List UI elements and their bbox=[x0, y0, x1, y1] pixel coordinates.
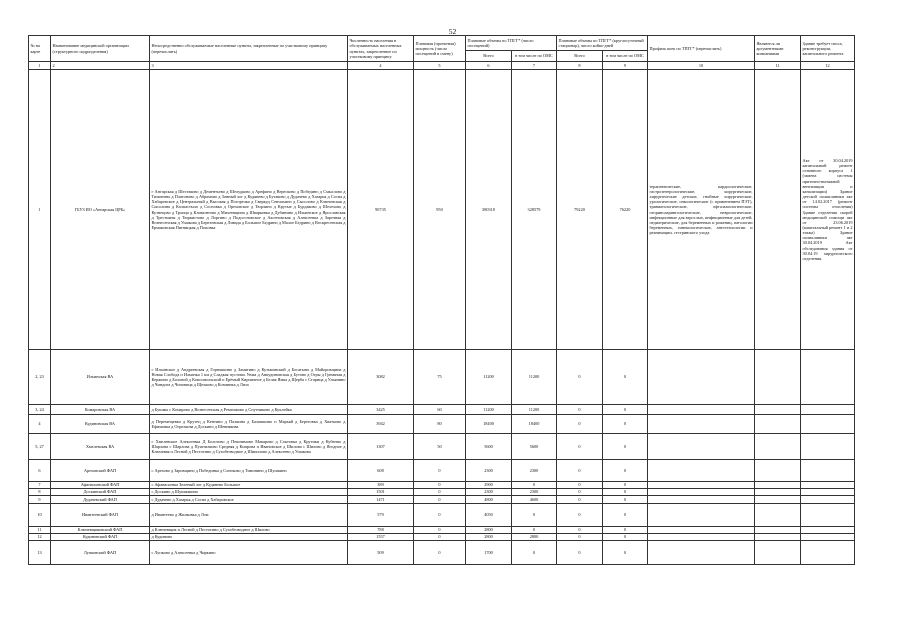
organization-cell: Афанасьевский ФАП bbox=[51, 482, 150, 489]
header-organization: Наименование медицинской организации (структурного подразделения) bbox=[51, 36, 150, 62]
population-cell: 1501 bbox=[348, 489, 414, 496]
column-number: 5 bbox=[414, 62, 466, 70]
bed-profiles-cell bbox=[648, 527, 755, 534]
bed-profiles-cell bbox=[648, 504, 755, 527]
building-state-cell bbox=[801, 527, 855, 534]
header-visits-oms: в том числе по ОМС bbox=[512, 51, 557, 62]
map-number-cell: 3, 24 bbox=[29, 405, 51, 415]
beds-total-cell: 0 bbox=[557, 405, 603, 415]
organization-cell: Ивантеевский ФАП bbox=[51, 504, 150, 527]
building-state-cell bbox=[801, 405, 855, 415]
settlements-cell: д Ивантеево д Жилковка д Лом bbox=[150, 504, 348, 527]
visits-oms-cell: 18400 bbox=[512, 415, 557, 434]
settlements-cell: с Ильинское д Андреевская д Горюшкино д Замятино д Кузьминский д Богатыно д Майоровщина д Новая Слобода п Ильинка 1 км д Сладкая пустошь Унжа д Анкудиновская д Бутово д Огры д Гремячая д Кержино д Боловой д Комсомольский п Ерёмый Кирпичное д Белая Ямка д Щерба с Старица д Ульянино д Чиндига д Чичовица д Щелково д Козминка д Лиза bbox=[150, 350, 348, 405]
beds-oms-cell: 0 bbox=[603, 527, 648, 534]
organization-cell: Дудачевский ФАП bbox=[51, 496, 150, 504]
map-number-cell: 6 bbox=[29, 460, 51, 482]
beds-oms-cell: 0 bbox=[603, 350, 648, 405]
header-beds-oms: в том числе по ОМС bbox=[603, 51, 648, 62]
settlements-cell: с Хмелевское Алексеевка Д Болотово д Пешнимово Макарово д Соктовка д Крутики д Кубенно д Шарлова с Шарлова д Пуштилково Средняя д Кипрова п Ивановское д Шилова с Шилово д Ягодное д Ключевая п Лесной д Пестотино д Сухобезводное д Шипилово д Алексеево д Ушакова bbox=[150, 434, 348, 460]
table-row bbox=[29, 415, 855, 434]
capacity-cell: 60 bbox=[414, 405, 466, 415]
settlements-cell: д Перемещевка д Крутец д Кентино д Палкина д Балашкино п Марьяй д Береговка д Хватково д Ефимовка д Огрелкова д Доскино д Шевнякова bbox=[150, 415, 348, 434]
settlements-cell: с Лупково д Алексеевка д Чиркино bbox=[150, 541, 348, 565]
argument-cell bbox=[755, 460, 801, 482]
population-cell: 3942 bbox=[348, 415, 414, 434]
bed-profiles-cell bbox=[648, 541, 755, 565]
population-cell: 1307 bbox=[348, 434, 414, 460]
organization-cell: Ильинская ВА bbox=[51, 350, 150, 405]
building-state-cell bbox=[801, 350, 855, 405]
argument-cell bbox=[755, 541, 801, 565]
bed-profiles-cell bbox=[648, 482, 755, 489]
table-row bbox=[29, 489, 855, 496]
visits-total-cell: 18400 bbox=[466, 415, 512, 434]
argument-cell bbox=[755, 527, 801, 534]
population-cell: 90735 bbox=[348, 70, 414, 350]
settlements-cell: г Ангарская д Шестаково д Дементьево д Шелудково д Арефино д Вересково д Победино д Смыслово д Тимонино д Платоново д Абрамово д Зонный лог д Кудянево д Бутаково д Дудачево д Хазарья д Сосна д Хабаровское д Центральный д Высокая д Погорелка д Сверкуд Сенчихино д Сысолово д Ключевская д Сысолина д Колпастыло д Сосновка д Ореховское д Тюрлино д Крутые д Бурдаково д Шелехово д Кузнецово д Троица д Климонтово д Михеевщина д Шварковка д Дубинино д Ильинское д Ярославская д Трестьяны д Тюркистово д Лоргино д Подсосновское д Аксеновская д Алексеевка д Заречная д Вознесенская д Ушакова д Березовская д Ливада д Большое Бедрино д Малое Бедрино д Воскресенская д Ермаковская Пятницкая д Поповка bbox=[150, 70, 348, 350]
visits-total-cell: 2300 bbox=[466, 489, 512, 496]
beds-oms-cell: 0 bbox=[603, 434, 648, 460]
table-row bbox=[29, 350, 855, 405]
argument-cell bbox=[755, 70, 801, 350]
visits-oms-cell: 0 bbox=[512, 504, 557, 527]
header-building-state: Здание требует сноса, реконструкции, капитального ремонта bbox=[801, 36, 855, 62]
visits-oms-cell: 2300 bbox=[512, 489, 557, 496]
capacity-cell: 0 bbox=[414, 496, 466, 504]
building-state-cell bbox=[801, 482, 855, 489]
argument-cell bbox=[755, 534, 801, 541]
table-row bbox=[29, 496, 855, 504]
table-row bbox=[29, 405, 855, 415]
header-hospital-volumes: Плановые объемы по ТПГГ* (круглосуточный стационар), число койко-дней bbox=[557, 36, 648, 51]
page-number: 52 bbox=[448, 27, 457, 36]
column-number: 9 bbox=[603, 62, 648, 70]
visits-total-cell: 2900 bbox=[466, 482, 512, 489]
map-number-cell: 4 bbox=[29, 415, 51, 434]
table-row bbox=[29, 534, 855, 541]
visits-oms-cell: 11200 bbox=[512, 350, 557, 405]
column-number: 7 bbox=[512, 62, 557, 70]
table-row bbox=[29, 70, 855, 350]
building-state-cell bbox=[801, 496, 855, 504]
settlements-cell: с Арехово д Заровщино д Побединка д Слепково д Тимонино д Шушкино bbox=[150, 460, 348, 482]
visits-oms-cell: 0 bbox=[512, 541, 557, 565]
column-number: 2 bbox=[51, 62, 150, 70]
beds-total-cell: 0 bbox=[557, 460, 603, 482]
organization-cell: Ключевщиковский ФАП bbox=[51, 527, 150, 534]
argument-cell bbox=[755, 434, 801, 460]
header-visits-total: Всего bbox=[466, 51, 512, 62]
beds-total-cell: 0 bbox=[557, 350, 603, 405]
visits-total-cell: 11200 bbox=[466, 405, 512, 415]
beds-total-cell: 0 bbox=[557, 482, 603, 489]
bed-profiles-cell bbox=[648, 350, 755, 405]
argument-cell bbox=[755, 496, 801, 504]
argument-cell bbox=[755, 415, 801, 434]
header-ambulatory-volumes: Плановые объемы по ТПГГ* (число посещений) bbox=[466, 36, 557, 51]
beds-oms-cell: 0 bbox=[603, 482, 648, 489]
bed-profiles-cell bbox=[648, 534, 755, 541]
settlements-cell: д Бушмы с Комарово д Вознесенская д Ремешково д Спутниково д Куклейка bbox=[150, 405, 348, 415]
map-number-cell: 7 bbox=[29, 482, 51, 489]
header-settlements: Непосредственно обслуживаемые населенные пункты, закрепленные по участковому принципу (перечислить) bbox=[150, 36, 348, 62]
table-body bbox=[29, 70, 855, 565]
map-number-cell: 1 bbox=[29, 70, 51, 350]
organization-cell: ГБУЗ ИО «Ангарская ЦРБ» bbox=[51, 70, 150, 350]
beds-total-cell: 0 bbox=[557, 541, 603, 565]
beds-total-cell: 0 bbox=[557, 496, 603, 504]
table-row bbox=[29, 482, 855, 489]
visits-oms-cell: 5600 bbox=[512, 434, 557, 460]
organization-cell: Кудиновский ФАП bbox=[51, 534, 150, 541]
building-state-cell bbox=[801, 504, 855, 527]
column-numbers-row bbox=[29, 62, 855, 70]
header-bed-profiles: Профиль коек по ТПГГ* (перечислить) bbox=[648, 36, 755, 62]
visits-oms-cell: 4600 bbox=[512, 496, 557, 504]
argument-cell bbox=[755, 489, 801, 496]
population-cell: 788 bbox=[348, 527, 414, 534]
bed-profiles-cell bbox=[648, 415, 755, 434]
beds-total-cell: 0 bbox=[557, 489, 603, 496]
bed-profiles-cell bbox=[648, 405, 755, 415]
column-number: 10 bbox=[648, 62, 755, 70]
visits-oms-cell: 2800 bbox=[512, 534, 557, 541]
visits-oms-cell: 0 bbox=[512, 527, 557, 534]
column-number: 3 bbox=[150, 62, 348, 70]
organization-cell: Ареховский ФАП bbox=[51, 460, 150, 482]
beds-total-cell: 0 bbox=[557, 504, 603, 527]
visits-total-cell: 11200 bbox=[466, 350, 512, 405]
header-beds-total: Всего bbox=[557, 51, 603, 62]
table-row bbox=[29, 541, 855, 565]
beds-oms-cell: 0 bbox=[603, 504, 648, 527]
settlements-cell: д Кудиново bbox=[150, 534, 348, 541]
table-row bbox=[29, 527, 855, 534]
organization-cell: Кудиновская ВА bbox=[51, 415, 150, 434]
visits-total-cell: 5600 bbox=[466, 434, 512, 460]
beds-oms-cell: 0 bbox=[603, 460, 648, 482]
bed-profiles-cell bbox=[648, 434, 755, 460]
column-number: 1 bbox=[29, 62, 51, 70]
beds-total-cell: 0 bbox=[557, 415, 603, 434]
population-cell: 1471 bbox=[348, 496, 414, 504]
capacity-cell: 950 bbox=[414, 70, 466, 350]
building-state-cell bbox=[801, 541, 855, 565]
capacity-cell: 0 bbox=[414, 504, 466, 527]
settlements-cell: с Афанасьевка Зеленый лог д Кудянево Большое bbox=[150, 482, 348, 489]
argument-cell bbox=[755, 350, 801, 405]
bed-profiles-cell bbox=[648, 460, 755, 482]
beds-total-cell: 79220 bbox=[557, 70, 603, 350]
bed-profiles-cell: терапевтические, кардиологические, гастроэнтерологические, хирургические, хирургические детские, гнойные хирургические, урологические, онкологические (с применением ПЭТ), травматологические, офтальмологические, оториноларингологические, неврологические, инфекционные для взрослых, инфекционные для детей, педиатрические, для беременных и рожениц, патологии беременных, гинекологические, анестезиологии и реанимации, сестринского ухода bbox=[648, 70, 755, 350]
capacity-cell: 0 bbox=[414, 534, 466, 541]
column-number: 12 bbox=[801, 62, 855, 70]
population-cell: 3082 bbox=[348, 350, 414, 405]
organization-cell: Хмелевская ВА bbox=[51, 434, 150, 460]
population-cell: 389 bbox=[348, 482, 414, 489]
map-number-cell: 12 bbox=[29, 534, 51, 541]
bed-profiles-cell bbox=[648, 496, 755, 504]
capacity-cell: 0 bbox=[414, 527, 466, 534]
visits-total-cell: 380318 bbox=[466, 70, 512, 350]
beds-oms-cell: 0 bbox=[603, 496, 648, 504]
population-cell: 579 bbox=[348, 504, 414, 527]
beds-total-cell: 0 bbox=[557, 527, 603, 534]
visits-total-cell: 2800 bbox=[466, 527, 512, 534]
map-number-cell: 10 bbox=[29, 504, 51, 527]
argument-cell bbox=[755, 482, 801, 489]
bed-profiles-cell bbox=[648, 489, 755, 496]
table-header bbox=[29, 36, 855, 70]
visits-oms-cell: 328579 bbox=[512, 70, 557, 350]
facilities-table bbox=[28, 35, 855, 565]
beds-oms-cell: 0 bbox=[603, 489, 648, 496]
population-cell: 1557 bbox=[348, 534, 414, 541]
header-map-number: № на карте bbox=[29, 36, 51, 62]
capacity-cell: 50 bbox=[414, 434, 466, 460]
settlements-cell: д Ключевщик п Лесной д Пестотино д Сухобезводное д Шилово bbox=[150, 527, 348, 534]
capacity-cell: 0 bbox=[414, 482, 466, 489]
header-capacity: Плановая (проектная) мощность (число посещений в смену) bbox=[414, 36, 466, 62]
beds-oms-cell: 0 bbox=[603, 534, 648, 541]
table-row bbox=[29, 434, 855, 460]
organization-cell: Доскинский ФАП bbox=[51, 489, 150, 496]
building-state-cell bbox=[801, 415, 855, 434]
beds-oms-cell: 0 bbox=[603, 405, 648, 415]
building-state-cell bbox=[801, 460, 855, 482]
table-row bbox=[29, 504, 855, 527]
map-number-cell: 11 bbox=[29, 527, 51, 534]
table-row bbox=[29, 460, 855, 482]
visits-total-cell: 4050 bbox=[466, 504, 512, 527]
beds-oms-cell: 76220 bbox=[603, 70, 648, 350]
capacity-cell: 0 bbox=[414, 541, 466, 565]
visits-oms-cell: 2300 bbox=[512, 460, 557, 482]
capacity-cell: 0 bbox=[414, 489, 466, 496]
population-cell: 608 bbox=[348, 460, 414, 482]
map-number-cell: 5, 27 bbox=[29, 434, 51, 460]
beds-oms-cell: 0 bbox=[603, 541, 648, 565]
map-number-cell: 13 bbox=[29, 541, 51, 565]
map-number-cell: 2, 23 bbox=[29, 350, 51, 405]
visits-total-cell: 2300 bbox=[466, 460, 512, 482]
capacity-cell: 75 bbox=[414, 350, 466, 405]
visits-total-cell: 1700 bbox=[466, 541, 512, 565]
organization-cell: Лупковский ФАП bbox=[51, 541, 150, 565]
building-state-cell bbox=[801, 534, 855, 541]
building-state-cell bbox=[801, 489, 855, 496]
settlements-cell: с Доскино д Шушмакино bbox=[150, 489, 348, 496]
visits-total-cell: 2800 bbox=[466, 534, 512, 541]
header-population: Численность населения в обслуживаемых населенных пунктах, закрепленное по участковому принципу bbox=[348, 36, 414, 62]
capacity-cell: 0 bbox=[414, 460, 466, 482]
population-cell: 3425 bbox=[348, 405, 414, 415]
beds-total-cell: 0 bbox=[557, 434, 603, 460]
population-cell: 509 bbox=[348, 541, 414, 565]
visits-oms-cell: 0 bbox=[512, 482, 557, 489]
column-number: 8 bbox=[557, 62, 603, 70]
column-number: 4 bbox=[348, 62, 414, 70]
argument-cell bbox=[755, 405, 801, 415]
column-number: 6 bbox=[466, 62, 512, 70]
visits-total-cell: 4800 bbox=[466, 496, 512, 504]
argument-cell bbox=[755, 504, 801, 527]
map-number-cell: 9 bbox=[29, 496, 51, 504]
map-number-cell: 8 bbox=[29, 489, 51, 496]
header-argument: Являются ли аргументными компаниями bbox=[755, 36, 801, 62]
settlements-cell: с Дудачево д Хазарья д Сосна д Хабаровское bbox=[150, 496, 348, 504]
beds-total-cell: 0 bbox=[557, 534, 603, 541]
visits-oms-cell: 11200 bbox=[512, 405, 557, 415]
capacity-cell: 80 bbox=[414, 415, 466, 434]
column-number: 11 bbox=[755, 62, 801, 70]
building-state-cell bbox=[801, 434, 855, 460]
organization-cell: Комаровская ВА bbox=[51, 405, 150, 415]
beds-oms-cell: 0 bbox=[603, 415, 648, 434]
building-state-cell: Акт от 30.04.2019 капитальный ремонт основного корпуса 1 (замена системы приточно-вытяжной вентиляции и канализации) Здание детской поликлиники акт от 14.02.2017 (ремонт системы отопления) Здание отделения скорой медицинской помощи акт от 23.06.2019 (капитальный ремонт 1 и 2 этажа) Здание поликлиники акт 30.04.2019 Акт обследования здания от 30.04.19 хирургического отделения. bbox=[801, 70, 855, 350]
